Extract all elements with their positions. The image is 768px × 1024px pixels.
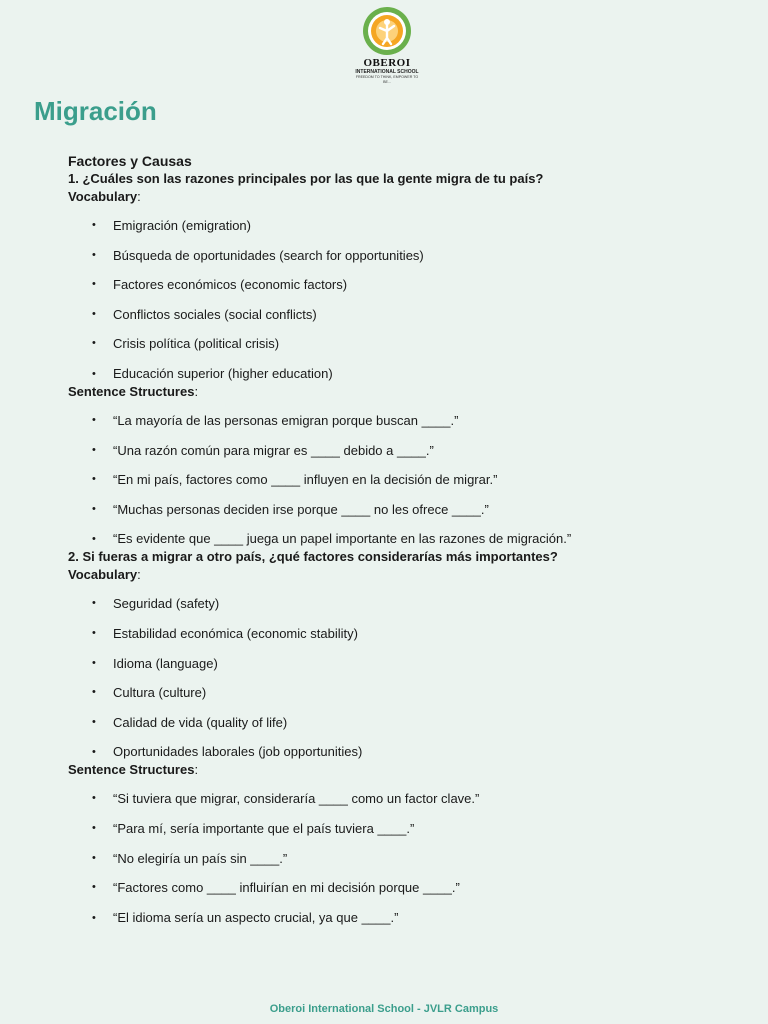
bullet-icon: •	[92, 473, 96, 486]
bullet-icon: •	[92, 746, 96, 759]
vocabulary-item: Búsqueda de oportunidades (search for opportunities)	[113, 247, 424, 263]
bullet-icon: •	[92, 656, 96, 669]
list-item	[68, 241, 728, 271]
list-item	[68, 530, 728, 548]
structure-item: “Si tuviera que migrar, consideraría ____ como un factor clave.”	[113, 791, 480, 807]
bullet-icon: •	[92, 367, 96, 380]
bullet-icon: •	[92, 851, 96, 864]
question-block-1	[68, 170, 728, 548]
bullet-icon: •	[92, 219, 96, 231]
vocabulary-item: Emigración (emigration)	[113, 218, 251, 233]
question-block-2	[68, 548, 728, 926]
bullet-icon: •	[92, 686, 96, 699]
list-item	[68, 211, 728, 241]
bullet-icon: •	[92, 337, 96, 350]
vocabulary-item: Conflictos sociales (social conflicts)	[113, 306, 317, 322]
list-item	[68, 909, 728, 927]
list-item	[68, 743, 728, 761]
structure-item: “La mayoría de las personas emigran porque buscan ____.”	[113, 412, 459, 428]
vocabulary-item: Seguridad (safety)	[113, 596, 220, 612]
structure-item: “Muchas personas deciden irse porque ____ no les ofrece ____.”	[113, 501, 489, 517]
vocabulary-item: Educación superior (higher education)	[113, 365, 333, 381]
list-item	[68, 649, 728, 679]
section-title: Factores y Causas	[68, 153, 192, 169]
vocabulary-list	[68, 589, 728, 761]
list-item	[68, 873, 728, 903]
bullet-icon: •	[92, 715, 96, 728]
bullet-icon: •	[92, 502, 96, 515]
logo-subtitle: INTERNATIONAL SCHOOL	[355, 69, 419, 75]
school-logo	[352, 6, 422, 85]
list-item	[68, 270, 728, 300]
list-item	[68, 619, 728, 649]
list-item	[68, 814, 728, 844]
structure-item: “Una razón común para migrar es ____ debido a ____.”	[113, 442, 434, 458]
list-item	[68, 589, 728, 619]
structure-item: “Es evidente que ____ juega un papel importante en las razones de migración.”	[113, 531, 572, 547]
bullet-icon: •	[92, 792, 96, 805]
list-item	[68, 844, 728, 874]
vocabulary-label: Vocabulary	[68, 567, 138, 583]
vocabulary-label: Vocabulary	[68, 189, 138, 204]
structure-item: “Factores como ____ influirían en mi decisión porque ____.”	[113, 880, 460, 896]
oberoi-logo-icon	[362, 6, 412, 56]
list-item	[68, 495, 728, 525]
structures-heading: Sentence Structures:	[68, 762, 199, 778]
bullet-icon: •	[92, 413, 96, 426]
bullet-icon: •	[92, 597, 96, 610]
question-text: 2. Si fueras a migrar a otro país, ¿qué factores considerarías más importantes?	[68, 549, 558, 565]
list-item	[68, 708, 728, 738]
worksheet-content	[68, 152, 728, 927]
question-text: 1. ¿Cuáles son las razones principales por las que la gente migra de tu país?	[68, 171, 544, 186]
bullet-icon: •	[92, 248, 96, 261]
vocabulary-heading: Vocabulary:	[68, 567, 141, 583]
list-item	[68, 329, 728, 359]
bullet-icon: •	[92, 443, 96, 456]
vocabulary-item: Estabilidad económica (economic stability)	[113, 625, 358, 641]
vocabulary-list	[68, 211, 728, 383]
structure-item: “En mi país, factores como ____ influyen en la decisión de migrar.”	[113, 472, 498, 488]
vocabulary-item: Calidad de vida (quality of life)	[113, 714, 288, 730]
structures-list	[68, 406, 728, 548]
list-item	[68, 784, 728, 814]
logo-name: OBEROI	[363, 57, 411, 69]
bullet-icon: •	[92, 278, 96, 291]
bullet-icon: •	[92, 307, 96, 320]
vocabulary-heading: Vocabulary:	[68, 189, 141, 204]
bullet-icon: •	[92, 911, 96, 924]
list-item	[68, 465, 728, 495]
vocabulary-item: Crisis política (political crisis)	[113, 336, 280, 352]
logo-tagline: FREEDOM TO THINK, EMPOWER TO BE...	[355, 75, 419, 84]
bullet-icon: •	[92, 533, 96, 546]
structure-item: “Para mí, sería importante que el país tuviera ____.”	[113, 820, 415, 836]
structures-label: Sentence Structures	[68, 383, 195, 399]
structures-label: Sentence Structures	[68, 762, 195, 778]
vocabulary-item: Idioma (language)	[113, 655, 218, 671]
bullet-icon: •	[92, 821, 96, 834]
bullet-icon: •	[92, 881, 96, 894]
vocabulary-item: Factores económicos (economic factors)	[113, 277, 348, 293]
vocabulary-item: Oportunidades laborales (job opportunities)	[113, 744, 363, 760]
list-item	[68, 300, 728, 330]
structures-heading: Sentence Structures:	[68, 383, 199, 399]
bullet-icon: •	[92, 626, 96, 639]
vocabulary-item: Cultura (culture)	[113, 685, 207, 701]
structure-item: “El idioma sería un aspecto crucial, ya que ____.”	[113, 909, 399, 925]
structures-list	[68, 784, 728, 926]
list-item	[68, 678, 728, 708]
page-footer: Oberoi International School - JVLR Campus	[269, 1003, 499, 1015]
list-item	[68, 436, 728, 466]
structure-item: “No elegiría un país sin ____.”	[113, 850, 288, 866]
list-item	[68, 365, 728, 383]
list-item	[68, 406, 728, 436]
page-title: Migración	[34, 96, 157, 126]
